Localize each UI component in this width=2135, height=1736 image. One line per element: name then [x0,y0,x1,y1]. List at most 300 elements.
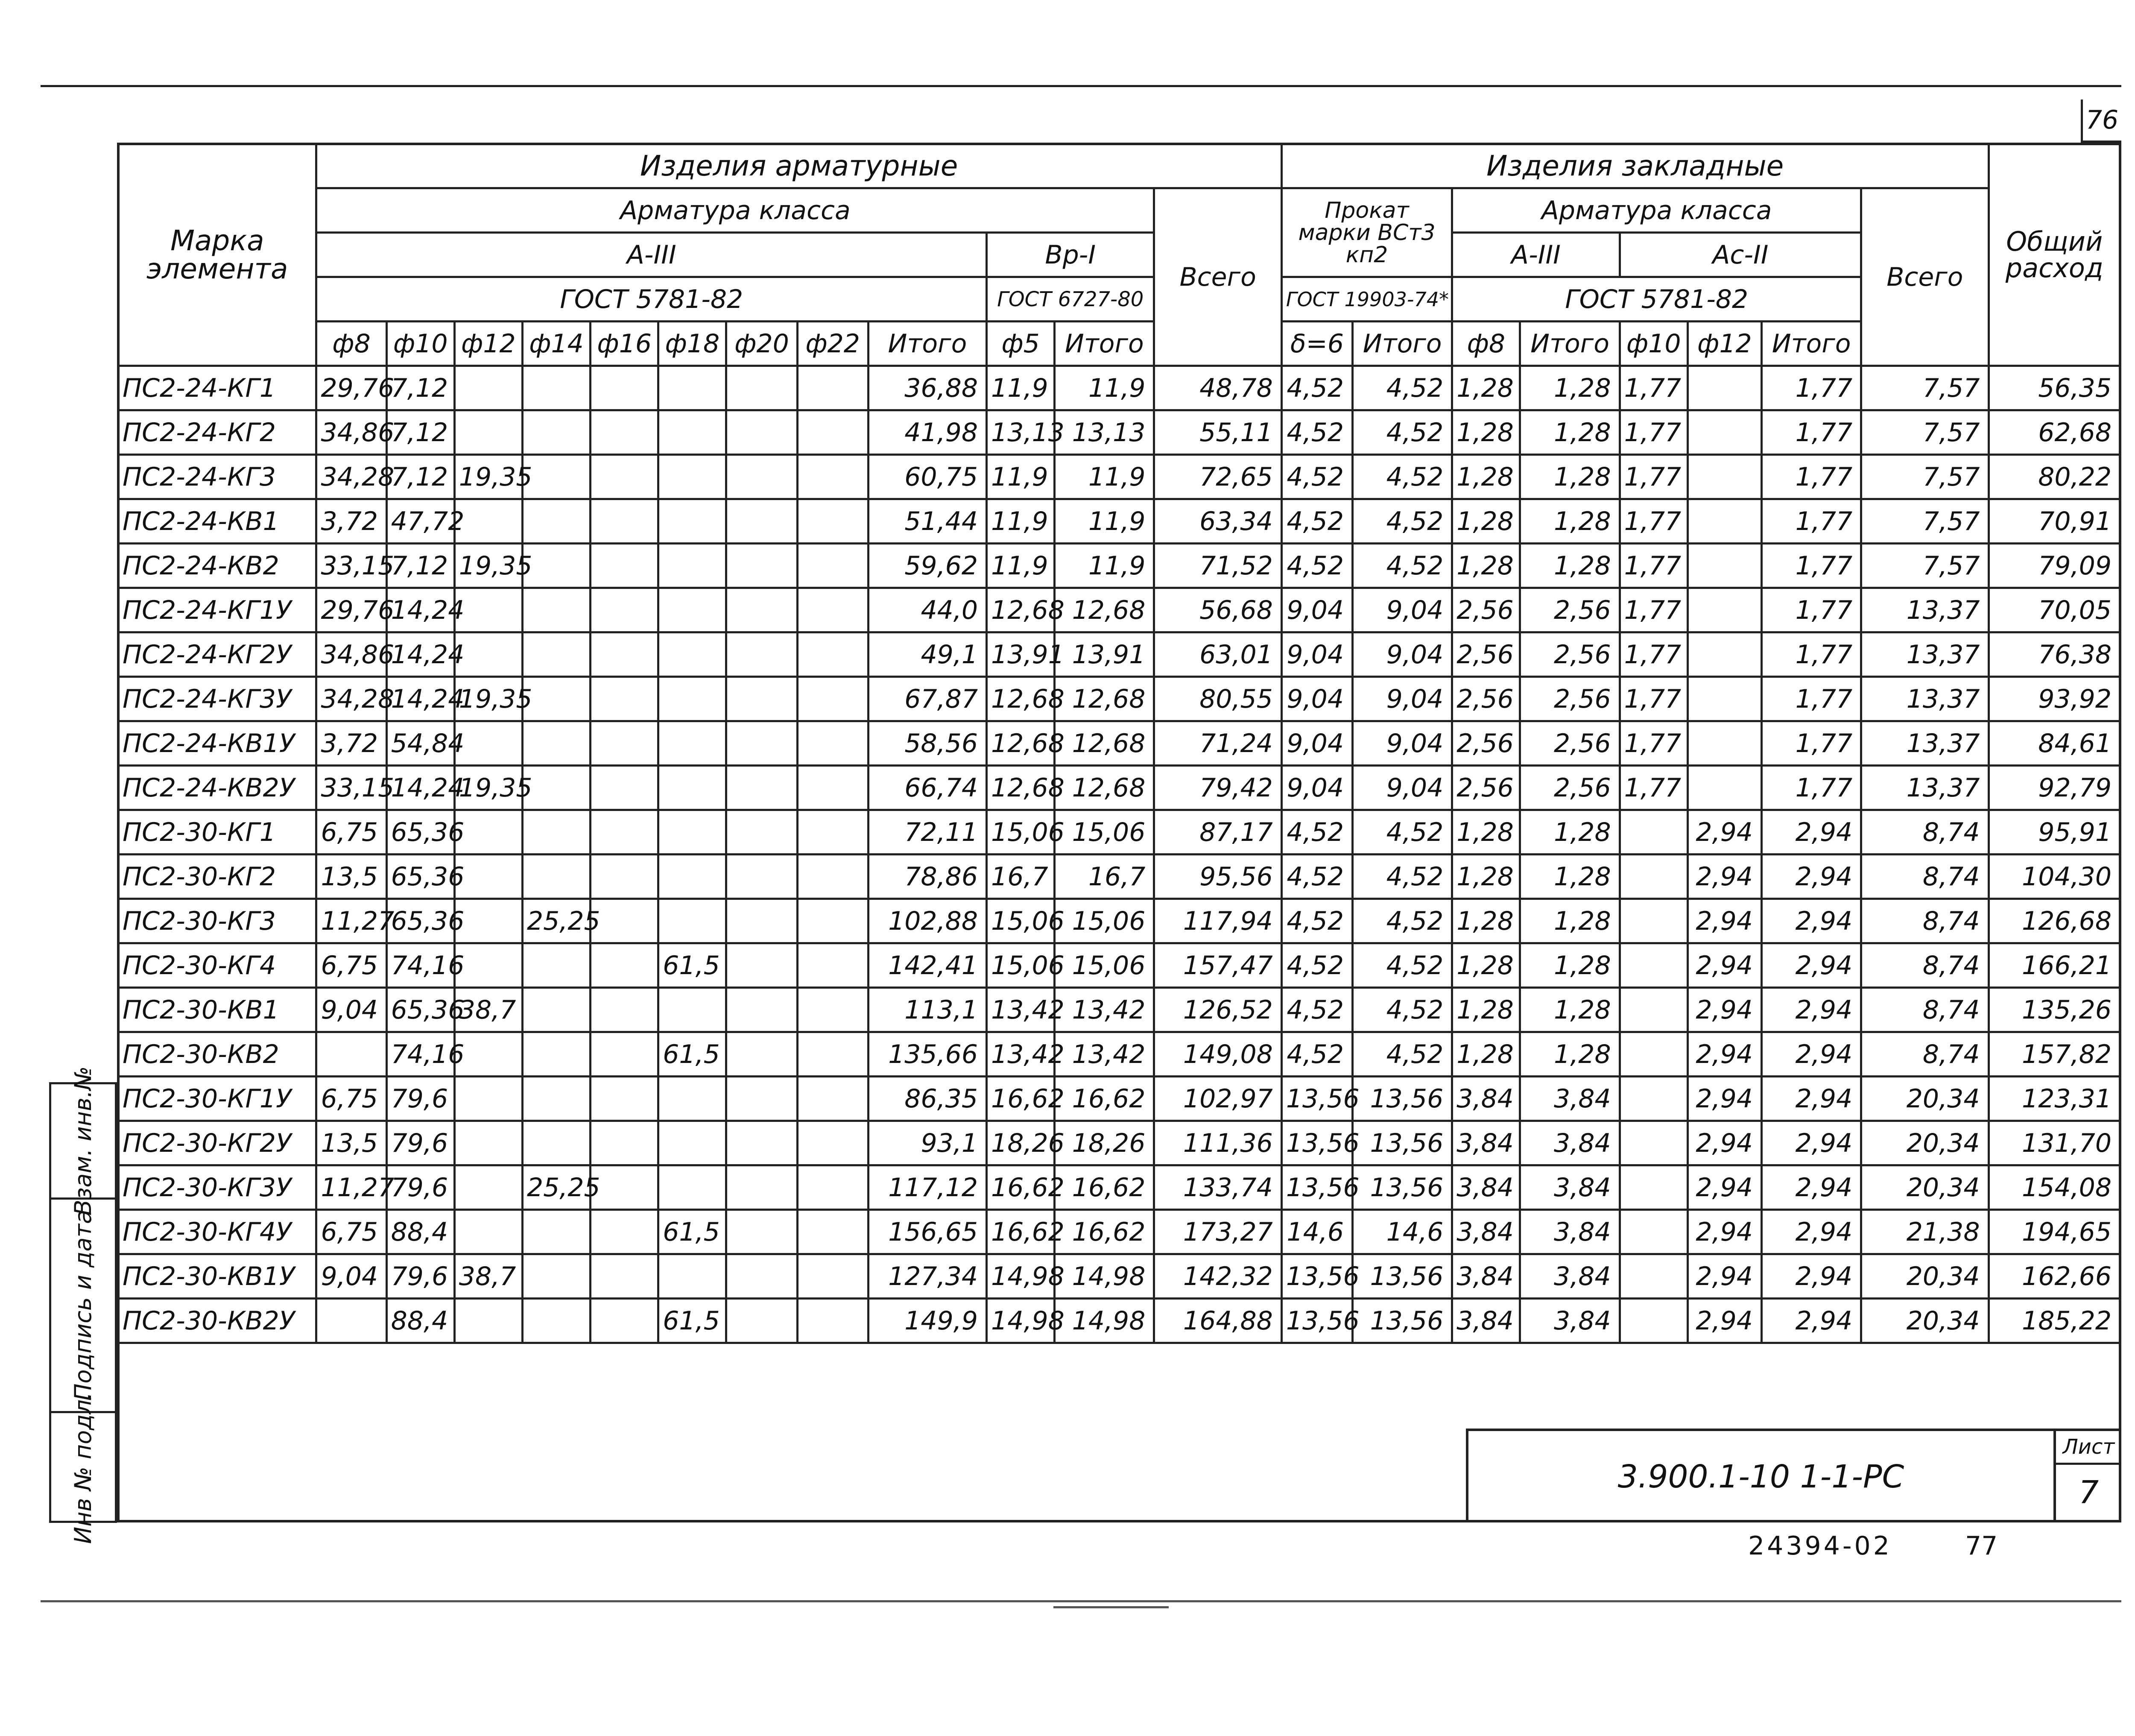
value-cell: 8,74 [1861,943,1989,988]
value-cell: 56,35 [1989,366,2120,410]
value-cell: 4,52 [1281,544,1352,588]
value-cell: 127,34 [868,1254,986,1299]
value-cell [522,1032,590,1077]
value-cell: 1,77 [1761,588,1861,632]
value-cell: 29,76 [316,366,386,410]
value-cell: 9,04 [316,988,386,1032]
value-cell [658,1121,726,1165]
value-cell: 59,62 [868,544,986,588]
value-cell: 1,77 [1620,632,1688,677]
value-cell [454,499,522,544]
value-cell: 61,5 [658,1299,726,1343]
value-cell: 2,94 [1688,1032,1761,1077]
value-cell: 12,68 [987,766,1055,810]
value-cell: 3,84 [1452,1165,1520,1210]
value-cell: 41,98 [868,410,986,455]
gost-6727-header: ГОСТ 6727-80 [987,277,1154,322]
value-cell: 44,0 [868,588,986,632]
value-cell: 14,98 [987,1254,1055,1299]
value-cell: 9,04 [1353,588,1452,632]
value-cell [726,1077,797,1121]
prokat-header: Прокат марки ВСт3 кп2 [1281,188,1452,277]
value-cell [591,1165,658,1210]
value-cell [726,544,797,588]
value-cell: 4,52 [1281,1032,1352,1077]
armature-class-header: Арматура класса [316,188,1154,233]
value-cell: 185,22 [1989,1299,2120,1343]
value-cell: 11,9 [987,366,1055,410]
value-cell: 9,04 [1353,632,1452,677]
value-cell: 2,94 [1761,1210,1861,1254]
value-cell [591,1254,658,1299]
value-cell [591,1210,658,1254]
value-cell: 1,77 [1620,366,1688,410]
value-cell: 1,28 [1452,544,1520,588]
value-cell: 1,28 [1452,1032,1520,1077]
value-cell: 7,57 [1861,544,1989,588]
value-cell: 3,84 [1452,1210,1520,1254]
table-row [118,1254,2120,1299]
value-cell [591,588,658,632]
value-cell [797,1077,868,1121]
value-cell [591,410,658,455]
value-cell: 16,62 [1055,1210,1154,1254]
element-mark-cell: ПС2-24-КГ1У [118,588,316,632]
element-mark-cell: ПС2-30-КГ1 [118,810,316,855]
value-cell: 29,76 [316,588,386,632]
value-cell [522,677,590,721]
embedded-group-header: Изделия закладные [1281,144,1989,188]
value-cell: 7,57 [1861,455,1989,499]
value-cell: 8,74 [1861,1032,1989,1077]
value-cell: 11,9 [987,455,1055,499]
value-cell [797,855,868,899]
value-cell [797,1165,868,1210]
value-cell: 14,24 [386,632,454,677]
value-cell [1688,721,1761,766]
value-cell: 4,52 [1281,988,1352,1032]
value-cell: 1,28 [1520,988,1620,1032]
value-cell [522,1254,590,1299]
value-cell: 2,94 [1761,855,1861,899]
value-cell: 2,94 [1761,1077,1861,1121]
value-cell: 79,6 [386,1254,454,1299]
value-cell [797,1121,868,1165]
value-cell [797,366,868,410]
value-cell: 15,06 [987,810,1055,855]
value-cell [726,988,797,1032]
value-cell: 12,68 [1055,766,1154,810]
value-cell: 4,52 [1281,455,1352,499]
value-cell: 13,13 [1055,410,1154,455]
value-cell [522,455,590,499]
value-cell [1620,943,1688,988]
value-cell: 7,57 [1861,499,1989,544]
value-cell: 21,38 [1861,1210,1989,1254]
value-cell [726,766,797,810]
value-cell: 11,27 [316,899,386,943]
embedded-aiii-header: А-III [1452,233,1620,277]
value-cell: 126,52 [1154,988,1281,1032]
armature-group-header: Изделия арматурные [316,144,1281,188]
inventory-number: 24394-02 [1748,1531,1892,1561]
value-cell: 71,24 [1154,721,1281,766]
element-mark-cell: ПС2-30-КГ2У [118,1121,316,1165]
value-cell: 1,28 [1520,544,1620,588]
value-cell: 2,56 [1520,677,1620,721]
value-cell: 2,94 [1761,1299,1861,1343]
value-cell [522,1121,590,1165]
value-cell: 14,24 [386,588,454,632]
value-cell [797,455,868,499]
value-cell: 13,56 [1353,1165,1452,1210]
value-cell: 16,62 [1055,1077,1154,1121]
value-cell [591,1077,658,1121]
table-row [118,366,2120,410]
value-cell: 16,7 [1055,855,1154,899]
value-cell [454,943,522,988]
element-mark-cell: ПС2-30-КВ1У [118,1254,316,1299]
element-mark-cell: ПС2-30-КГ1У [118,1077,316,1121]
spec-body [118,366,2120,1343]
value-cell [1620,1210,1688,1254]
value-cell [1620,810,1688,855]
value-cell: 70,91 [1989,499,2120,544]
value-cell [726,943,797,988]
value-cell: 1,77 [1620,721,1688,766]
value-cell [591,677,658,721]
value-cell [454,1299,522,1343]
col-itogo-vri: Итого [1055,322,1154,366]
value-cell [454,410,522,455]
value-cell [658,544,726,588]
value-cell: 1,28 [1452,943,1520,988]
value-cell [591,943,658,988]
value-cell [1688,588,1761,632]
value-cell [726,588,797,632]
col-itogo: Итого [868,322,986,366]
value-cell [1688,366,1761,410]
value-cell: 1,28 [1520,943,1620,988]
value-cell: 13,56 [1353,1254,1452,1299]
value-cell [658,588,726,632]
value-cell: 87,17 [1154,810,1281,855]
table-row [118,455,2120,499]
table-row [118,721,2120,766]
mark-header: Марка элемента [118,144,316,366]
value-cell: 2,56 [1452,588,1520,632]
value-cell: 4,52 [1281,855,1352,899]
value-cell: 56,68 [1154,588,1281,632]
value-cell: 1,77 [1761,366,1861,410]
value-cell: 1,28 [1452,366,1520,410]
value-cell [797,499,868,544]
value-cell: 3,84 [1520,1077,1620,1121]
value-cell: 20,34 [1861,1077,1989,1121]
value-cell [316,1032,386,1077]
value-cell: 133,74 [1154,1165,1281,1210]
value-cell [658,766,726,810]
value-cell: 11,9 [987,544,1055,588]
value-cell [1620,899,1688,943]
element-mark-cell: ПС2-24-КГ3У [118,677,316,721]
value-cell: 13,56 [1281,1077,1352,1121]
value-cell [797,588,868,632]
value-cell [522,1210,590,1254]
value-cell [658,455,726,499]
value-cell: 13,5 [316,855,386,899]
side-stamp [49,1066,117,1544]
value-cell [522,366,590,410]
value-cell: 60,75 [868,455,986,499]
value-cell: 3,84 [1520,1254,1620,1299]
value-cell: 80,55 [1154,677,1281,721]
value-cell [591,899,658,943]
value-cell: 14,24 [386,677,454,721]
value-cell: 8,74 [1861,810,1989,855]
value-cell: 8,74 [1861,855,1989,899]
value-cell: 2,94 [1688,1077,1761,1121]
value-cell: 2,94 [1761,810,1861,855]
value-cell: 7,57 [1861,410,1989,455]
value-cell: 156,65 [868,1210,986,1254]
element-mark-cell: ПС2-30-КВ2У [118,1299,316,1343]
inv-orig-cell [51,1392,115,1544]
value-cell [1688,410,1761,455]
value-cell: 6,75 [316,1077,386,1121]
value-cell: 79,42 [1154,766,1281,810]
value-cell [658,410,726,455]
value-cell [591,855,658,899]
element-mark-cell: ПС2-24-КВ1 [118,499,316,544]
value-cell: 33,15 [316,766,386,810]
value-cell [591,1299,658,1343]
value-cell: 65,36 [386,810,454,855]
value-cell: 13,91 [1055,632,1154,677]
value-cell: 13,91 [987,632,1055,677]
element-mark-cell: ПС2-30-КВ2 [118,1032,316,1077]
value-cell: 34,28 [316,455,386,499]
value-cell: 1,28 [1452,499,1520,544]
inventory-page: 77 [1965,1531,1998,1561]
value-cell [726,632,797,677]
value-cell: 16,7 [987,855,1055,899]
value-cell: 86,35 [868,1077,986,1121]
table-row [118,410,2120,455]
col-d18: ф18 [658,322,726,366]
table-row [118,632,2120,677]
value-cell: 61,5 [658,1210,726,1254]
value-cell [591,988,658,1032]
value-cell: 2,56 [1520,588,1620,632]
embedded-class-header: Арматура класса [1452,188,1861,233]
value-cell: 3,84 [1520,1165,1620,1210]
value-cell: 7,12 [386,455,454,499]
value-cell [658,677,726,721]
value-cell: 194,65 [1989,1210,2120,1254]
embedded-acii-header: Ас-II [1620,233,1861,277]
value-cell: 12,68 [1055,588,1154,632]
value-cell [1620,1077,1688,1121]
value-cell [1620,1254,1688,1299]
value-cell: 2,56 [1520,721,1620,766]
value-cell: 4,52 [1353,499,1452,544]
table-row [118,544,2120,588]
value-cell: 65,36 [386,855,454,899]
value-cell: 104,30 [1989,855,2120,899]
col-itogo-acii: Итого [1761,322,1861,366]
value-cell: 2,56 [1520,632,1620,677]
value-cell [1620,1121,1688,1165]
value-cell: 2,56 [1452,677,1520,721]
value-cell: 3,84 [1520,1121,1620,1165]
value-cell: 102,88 [868,899,986,943]
value-cell: 95,56 [1154,855,1281,899]
value-cell: 1,77 [1761,632,1861,677]
value-cell: 1,77 [1620,455,1688,499]
value-cell: 4,52 [1281,899,1352,943]
value-cell: 11,9 [987,499,1055,544]
value-cell: 79,6 [386,1121,454,1165]
value-cell: 71,52 [1154,544,1281,588]
top-rule [41,85,2121,87]
value-cell: 2,94 [1761,1121,1861,1165]
value-cell [454,1077,522,1121]
value-cell: 67,87 [868,677,986,721]
value-cell [797,1210,868,1254]
value-cell: 1,28 [1520,855,1620,899]
value-cell [454,588,522,632]
value-cell: 14,6 [1281,1210,1352,1254]
table-row [118,855,2120,899]
sheet-box [2053,1431,2121,1522]
value-cell: 13,37 [1861,632,1989,677]
value-cell: 1,77 [1620,766,1688,810]
value-cell: 38,7 [454,1254,522,1299]
table-row [118,766,2120,810]
value-cell [591,499,658,544]
value-cell [726,410,797,455]
table-row [118,1299,2120,1343]
value-cell: 126,68 [1989,899,2120,943]
value-cell: 20,34 [1861,1165,1989,1210]
value-cell: 1,77 [1620,588,1688,632]
value-cell: 15,06 [1055,899,1154,943]
value-cell [522,766,590,810]
value-cell: 15,06 [1055,810,1154,855]
value-cell: 19,35 [454,455,522,499]
col-itogo-prokat: Итого [1353,322,1452,366]
element-mark-cell: ПС2-24-КГ2 [118,410,316,455]
value-cell: 9,04 [1281,721,1352,766]
value-cell [726,677,797,721]
table-row [118,677,2120,721]
value-cell: 2,56 [1452,721,1520,766]
value-cell: 76,38 [1989,632,2120,677]
value-cell: 117,94 [1154,899,1281,943]
value-cell: 117,12 [868,1165,986,1210]
table-row [118,943,2120,988]
value-cell: 61,5 [658,943,726,988]
table-row [118,810,2120,855]
value-cell [797,810,868,855]
value-cell: 11,9 [1055,366,1154,410]
value-cell: 4,52 [1353,899,1452,943]
value-cell: 13,42 [987,988,1055,1032]
value-cell: 135,66 [868,1032,986,1077]
col-d20: ф20 [726,322,797,366]
armature-total-header: Всего [1154,188,1281,366]
value-cell: 142,41 [868,943,986,988]
value-cell: 12,68 [1055,721,1154,766]
value-cell [522,588,590,632]
value-cell: 9,04 [1281,766,1352,810]
element-mark-cell: ПС2-24-КГ3 [118,455,316,499]
sign-date-cell [51,1200,115,1413]
col-d8-embedded: ф8 [1452,322,1520,366]
value-cell [658,1165,726,1210]
value-cell: 2,94 [1761,1254,1861,1299]
value-cell: 1,28 [1452,855,1520,899]
value-cell [1688,677,1761,721]
value-cell: 7,12 [386,544,454,588]
col-d8: ф8 [316,322,386,366]
value-cell [726,721,797,766]
value-cell: 61,5 [658,1032,726,1077]
col-d14: ф14 [522,322,590,366]
value-cell: 19,35 [454,544,522,588]
value-cell: 38,7 [454,988,522,1032]
col-d10: ф10 [386,322,454,366]
value-cell: 78,86 [868,855,986,899]
value-cell: 13,37 [1861,588,1989,632]
value-cell: 1,28 [1520,810,1620,855]
value-cell: 12,68 [987,721,1055,766]
value-cell: 14,98 [1055,1254,1154,1299]
value-cell [454,810,522,855]
value-cell: 95,91 [1989,810,2120,855]
value-cell: 4,52 [1353,544,1452,588]
class-aiii-header: А-III [316,233,987,277]
value-cell: 135,26 [1989,988,2120,1032]
value-cell: 62,68 [1989,410,2120,455]
value-cell: 7,12 [386,366,454,410]
col-d12: ф12 [454,322,522,366]
document-code: 3.900.1-10 1-1-РС [1617,1458,1904,1495]
value-cell: 33,15 [316,544,386,588]
bottom-center-mark [1053,1606,1169,1608]
table-row [118,588,2120,632]
col-d10-embedded: ф10 [1620,322,1688,366]
value-cell: 36,88 [868,366,986,410]
value-cell: 102,97 [1154,1077,1281,1121]
value-cell: 1,28 [1452,988,1520,1032]
value-cell: 11,9 [1055,499,1154,544]
value-cell: 166,21 [1989,943,2120,988]
value-cell: 1,77 [1761,677,1861,721]
value-cell: 9,04 [1281,677,1352,721]
element-mark-cell: ПС2-24-КГ1 [118,366,316,410]
value-cell: 9,04 [1281,588,1352,632]
value-cell: 2,94 [1688,855,1761,899]
value-cell: 80,22 [1989,455,2120,499]
value-cell: 1,77 [1620,677,1688,721]
value-cell [591,544,658,588]
value-cell: 13,56 [1281,1121,1352,1165]
value-cell: 13,42 [1055,1032,1154,1077]
value-cell: 15,06 [987,943,1055,988]
value-cell: 8,74 [1861,988,1989,1032]
